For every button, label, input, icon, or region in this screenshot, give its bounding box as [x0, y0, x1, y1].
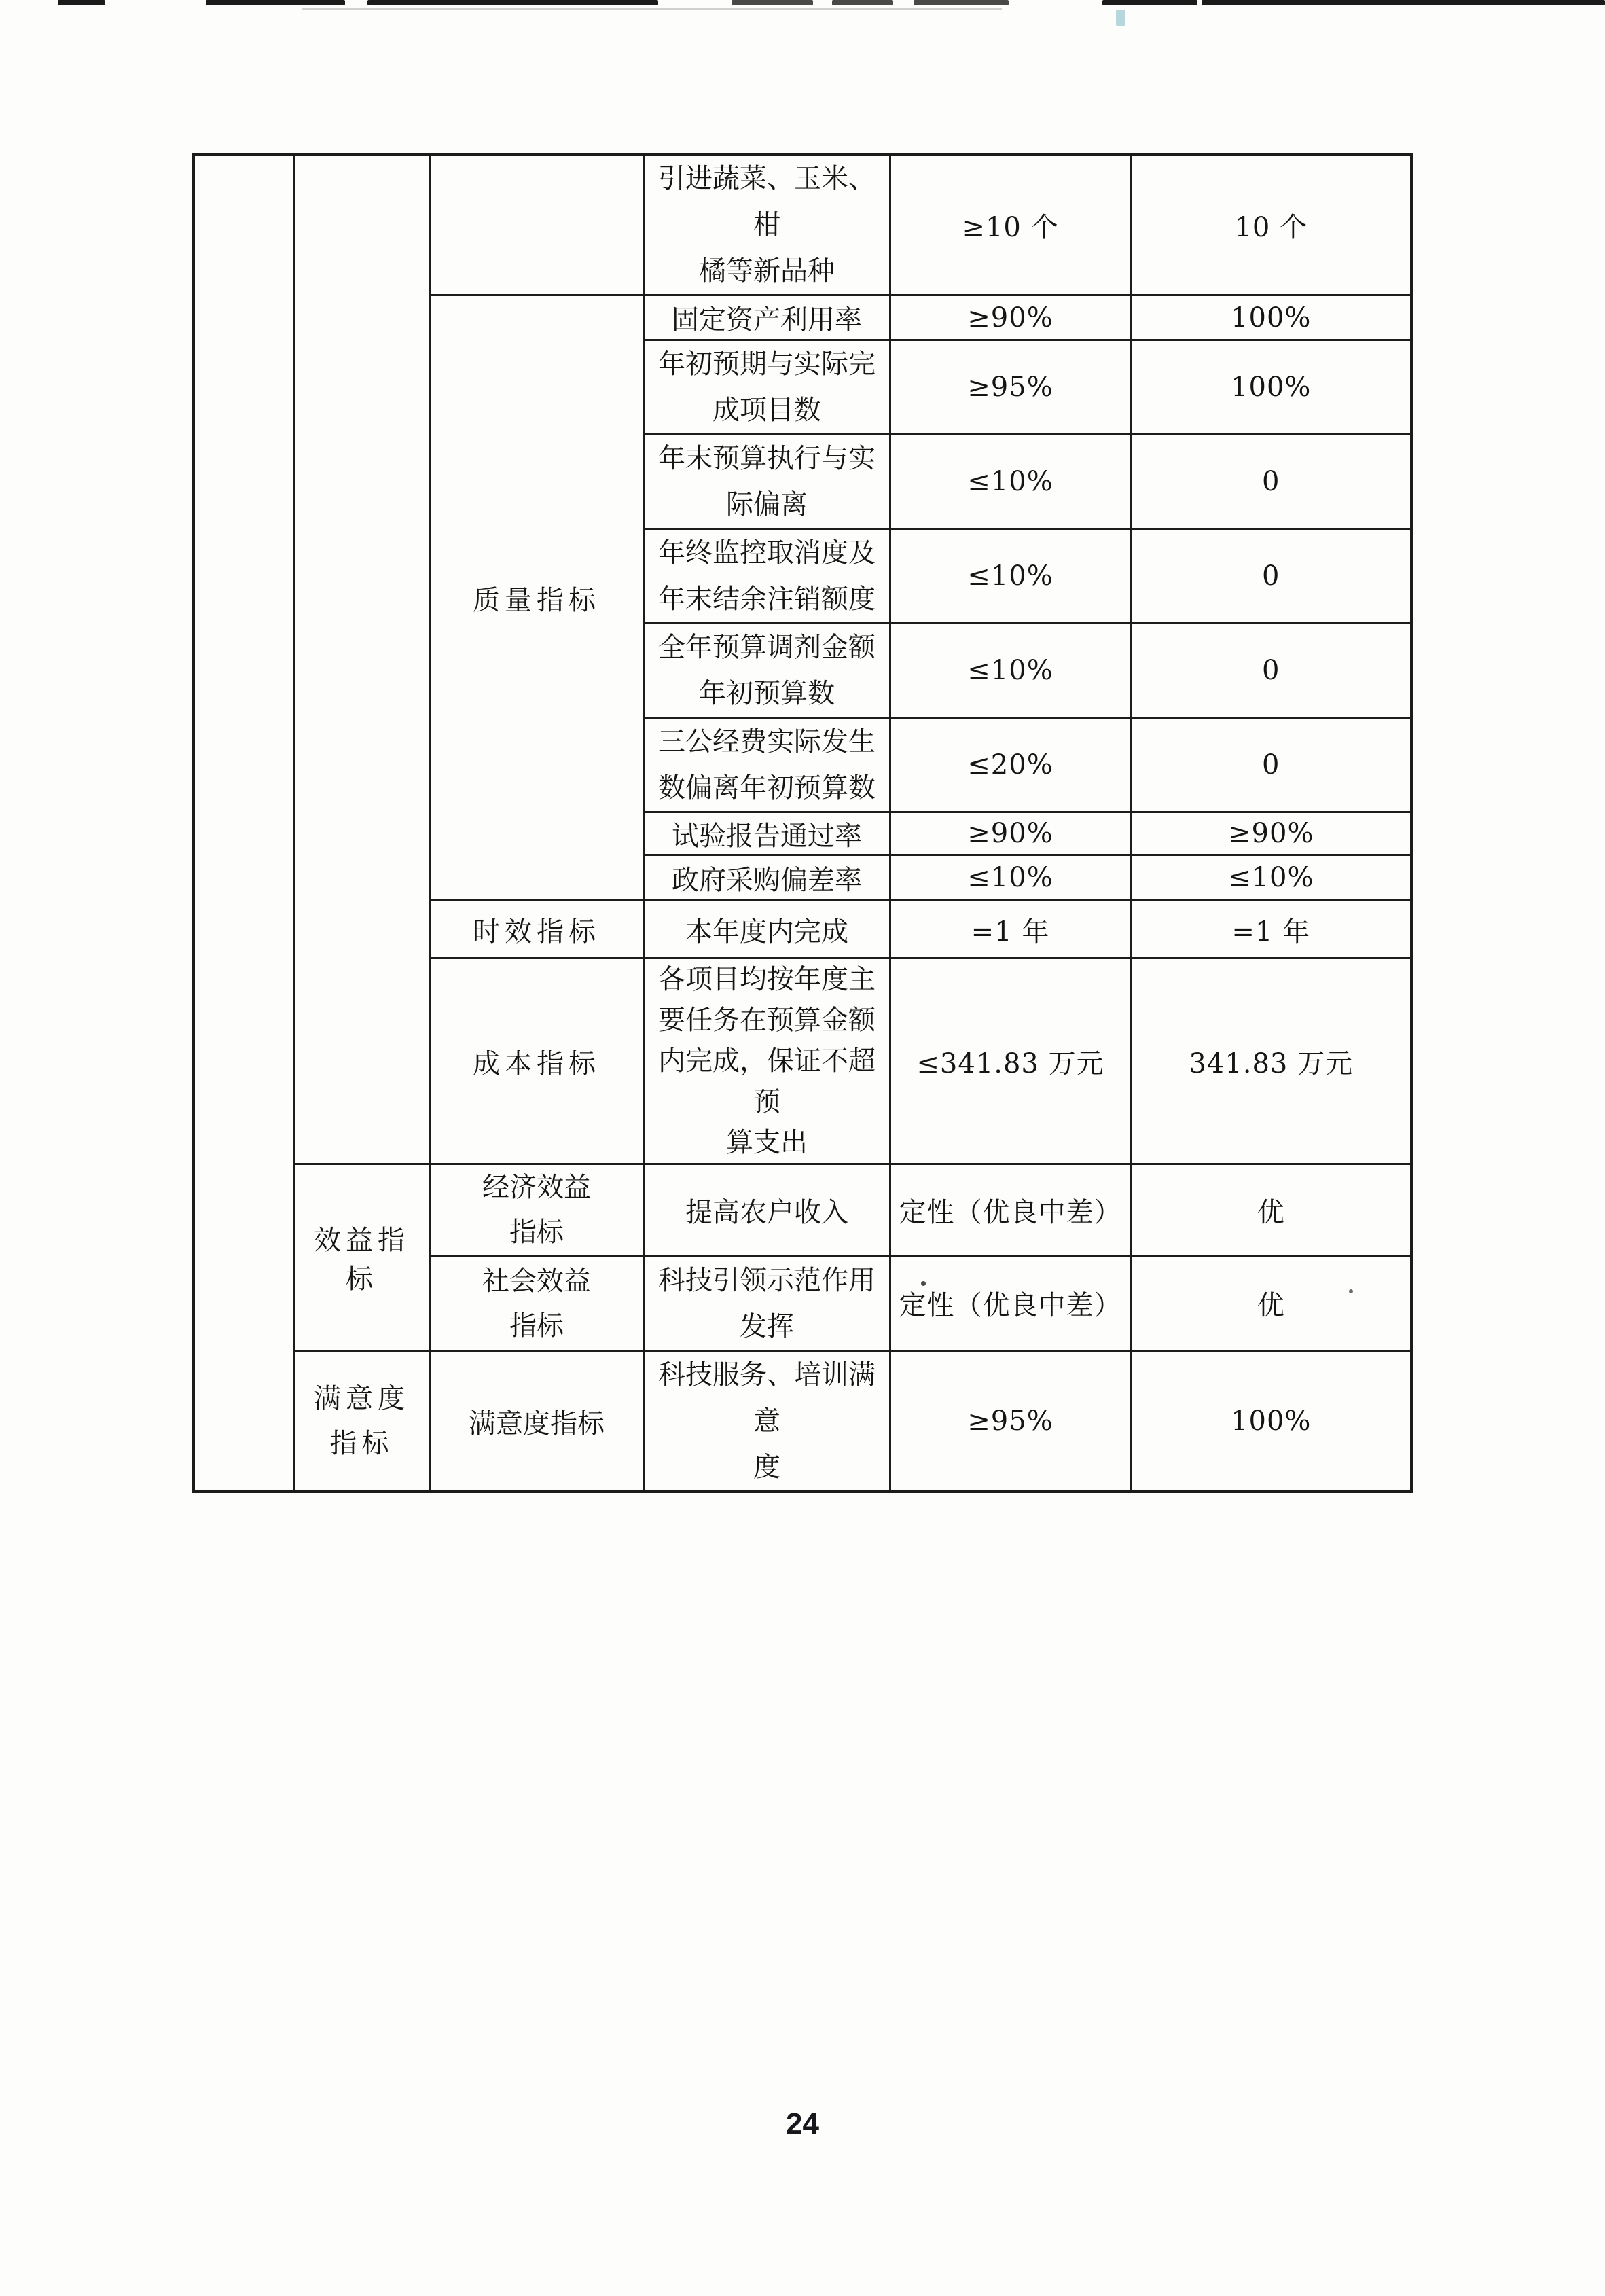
indicator-name-cell [644, 1256, 890, 1351]
indicator-name-line: 科技服务、培训满意 [658, 1359, 876, 1437]
indicator-name-line: 引进蔬菜、玉米、柑 [658, 163, 876, 240]
actual-cell: 优 [1131, 1164, 1411, 1256]
category-label-line: 满意度 [314, 1383, 410, 1414]
scan-artifact [1202, 0, 1605, 5]
quality-indicator-group-label: 质量指标 [429, 295, 644, 901]
subcategory-column-empty-cell [294, 154, 429, 1164]
indicator-name-line: 年初预算数 [699, 678, 835, 709]
indicator-name-line: 三公经费实际发生 [658, 726, 876, 757]
target-cell: ≤20% [890, 718, 1131, 812]
actual-cell: 100% [1131, 340, 1411, 435]
indicator-name-line: 成项目数 [713, 395, 821, 426]
indicator-name-cell [644, 624, 890, 718]
economic-benefit-group-label [429, 1164, 644, 1256]
indicator-name-line: 发挥 [740, 1310, 794, 1342]
category-label-line: 指标 [329, 1428, 394, 1459]
target-cell: 定性（优良中差） [890, 1164, 1131, 1256]
actual-cell: 0 [1131, 529, 1411, 624]
indicator-name-line: 橘等新品种 [699, 255, 835, 287]
scan-artifact [732, 0, 813, 5]
indicator-name-line: 年末结余注销额度 [658, 584, 876, 615]
indicator-name-line: 年终监控取消度及 [658, 537, 876, 569]
target-cell: ≤10% [890, 855, 1131, 901]
indicator-name-cell: 本年度内完成 [644, 901, 890, 958]
target-cell: ≥10 个 [890, 154, 1131, 295]
benefit-indicator-category-label: 效益指标 [294, 1164, 429, 1351]
target-cell: ≥90% [890, 812, 1131, 855]
target-cell: 定性（优良中差） [890, 1256, 1131, 1351]
page-number: 24 [786, 2107, 819, 2140]
target-cell: ≤10% [890, 624, 1131, 718]
group-label-line: 经济效益 [482, 1172, 591, 1203]
indicator-name-cell [644, 958, 890, 1164]
indicator-name-cell [644, 154, 890, 295]
indicator-name-line: 年初预期与实际完 [658, 348, 876, 380]
scan-artifact [1102, 0, 1197, 5]
target-cell: ≤10% [890, 529, 1131, 624]
satisfaction-indicator-category-label [294, 1351, 429, 1492]
actual-cell: 341.83 万元 [1131, 958, 1411, 1164]
actual-cell: 0 [1131, 624, 1411, 718]
social-benefit-group-label [429, 1256, 644, 1351]
scan-artifact [58, 0, 105, 5]
category-column-empty-cell [194, 154, 294, 1492]
indicator-name-line: 算支出 [726, 1127, 808, 1158]
scan-artifact [367, 0, 658, 5]
scan-artifact [832, 0, 893, 5]
actual-cell: 优 [1131, 1256, 1411, 1351]
target-cell: ≥95% [890, 340, 1131, 435]
indicator-name-line: 年末预算执行与实 [658, 443, 876, 474]
scan-artifact [914, 0, 1009, 5]
actual-cell: 0 [1131, 718, 1411, 812]
indicator-name-cell [644, 435, 890, 529]
performance-indicator-table [192, 153, 1413, 1493]
indicator-name-line: 全年预算调剂金额 [658, 632, 876, 663]
indicator-name-line: 科技引领示范作用 [658, 1264, 876, 1296]
indicator-name-line: 度 [753, 1452, 780, 1483]
target-cell: =1 年 [890, 901, 1131, 958]
indicator-name-cell: 固定资产利用率 [644, 295, 890, 340]
indicator-name-cell [644, 340, 890, 435]
quantity-group-empty-cell [429, 154, 644, 295]
indicator-name-cell [644, 1351, 890, 1492]
indicator-name-line: 各项目均按年度主 [658, 964, 876, 995]
target-cell: ≤341.83 万元 [890, 958, 1131, 1164]
actual-cell: 0 [1131, 435, 1411, 529]
actual-cell: ≤10% [1131, 855, 1411, 901]
actual-cell: 100% [1131, 1351, 1411, 1492]
indicator-name-cell: 试验报告通过率 [644, 812, 890, 855]
actual-cell: ≥90% [1131, 812, 1411, 855]
indicator-name-line: 际偏离 [726, 489, 808, 520]
scan-artifact [206, 0, 345, 5]
actual-cell: 100% [1131, 295, 1411, 340]
indicator-name-cell: 政府采购偏差率 [644, 855, 890, 901]
group-label-line: 指标 [509, 1217, 564, 1248]
target-cell: ≥90% [890, 295, 1131, 340]
group-label-line: 指标 [509, 1310, 564, 1342]
indicator-name-line: 数偏离年初预算数 [658, 772, 876, 804]
actual-cell: 10 个 [1131, 154, 1411, 295]
time-indicator-group-label: 时效指标 [429, 901, 644, 958]
indicator-name-cell [644, 718, 890, 812]
indicator-name-line: 要任务在预算金额 [658, 1005, 876, 1036]
target-cell: ≥95% [890, 1351, 1131, 1492]
cost-indicator-group-label: 成本指标 [429, 958, 644, 1164]
indicator-name-line: 内完成，保证不超预 [658, 1045, 876, 1117]
group-label-line: 社会效益 [482, 1265, 591, 1297]
target-cell: ≤10% [890, 435, 1131, 529]
actual-cell: =1 年 [1131, 901, 1411, 958]
scan-artifact [302, 8, 1002, 10]
scan-artifact [1116, 10, 1125, 26]
indicator-name-cell [644, 529, 890, 624]
indicator-name-cell: 提高农户收入 [644, 1164, 890, 1256]
satisfaction-group-label: 满意度指标 [429, 1351, 644, 1492]
